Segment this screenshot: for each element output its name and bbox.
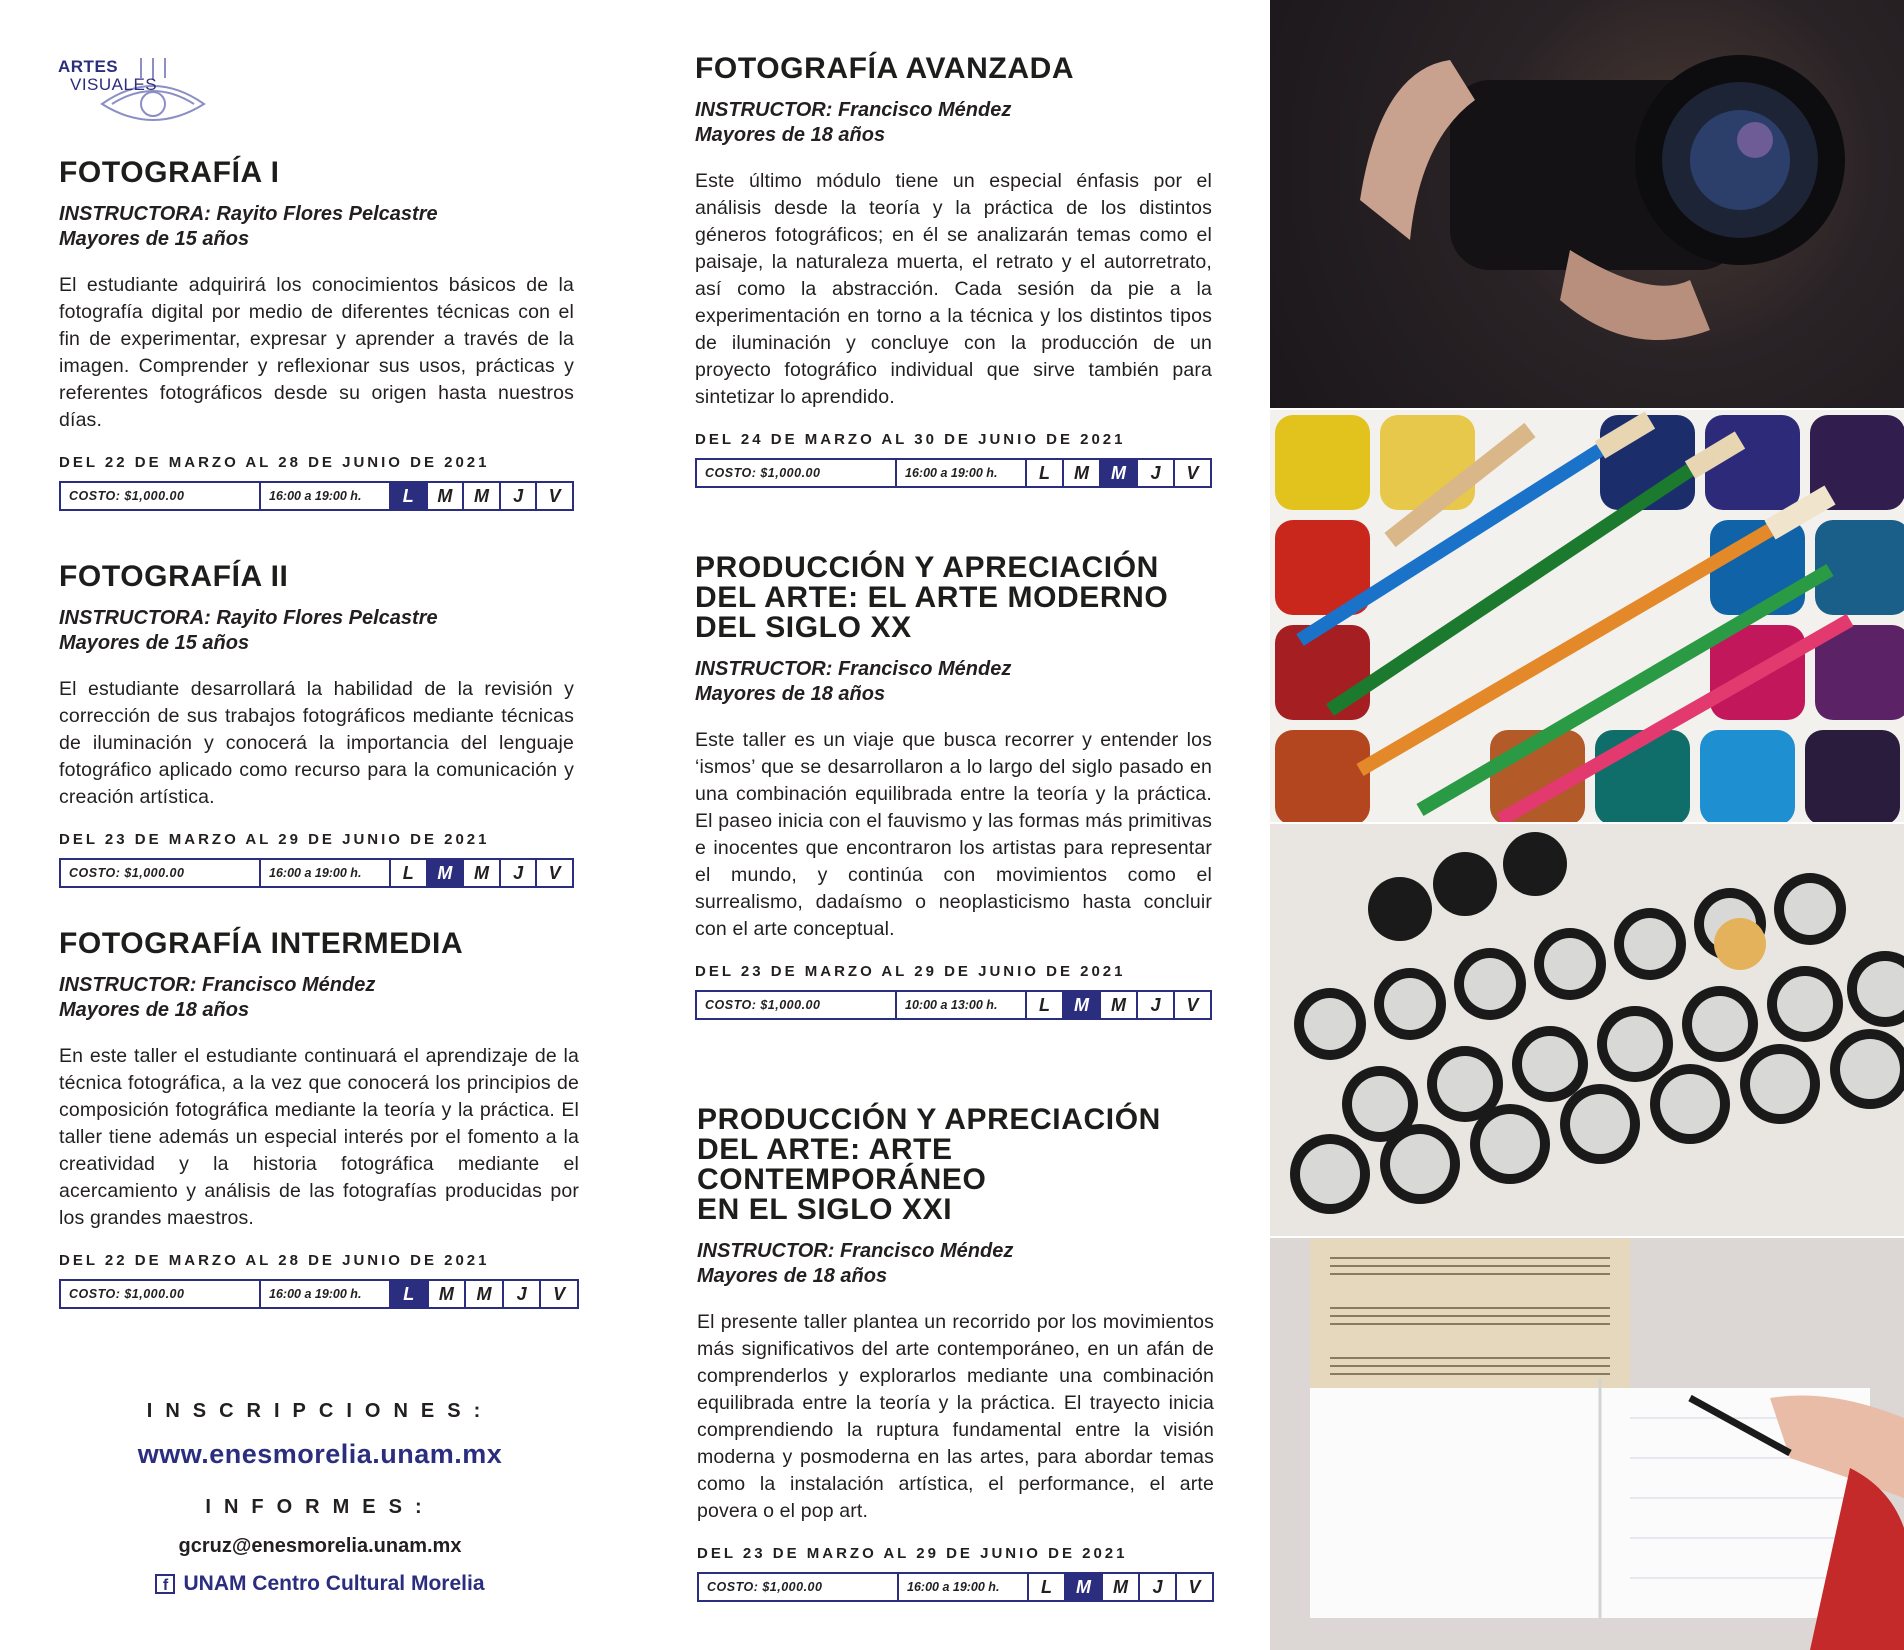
course-arte-moderno — [695, 553, 1212, 1020]
course-dates: DEL 23 DE MARZO AL 29 DE JUNIO DE 2021 — [697, 1545, 1128, 1562]
course-arte-contemporaneo — [697, 1105, 1214, 1602]
website-link[interactable]: www.enesmorelia.unam.mx — [137, 1439, 503, 1469]
facebook-label: UNAM Centro Cultural Morelia — [183, 1572, 485, 1595]
day-3-cell: J — [1138, 992, 1175, 1018]
age-label: Mayores de 15 años — [59, 228, 250, 250]
day-2-cell: M — [1103, 1574, 1140, 1600]
day-4-cell: V — [1186, 462, 1199, 483]
informes-label: INFORMES: — [205, 1496, 435, 1518]
course-meta — [59, 606, 574, 656]
schedule-table — [59, 1279, 579, 1309]
course-fotografia-1 — [59, 158, 574, 511]
facebook-icon: f — [155, 1574, 175, 1594]
paintbrushes-photo — [1270, 410, 1904, 822]
contact-section — [60, 1400, 580, 1596]
day-4-cell: V — [553, 1283, 566, 1304]
day-4-cell: V — [548, 862, 561, 883]
day-3-cell: J — [501, 483, 538, 509]
course-fotografia-2 — [59, 562, 574, 888]
hours-cell: 16:00 a 19:00 h. — [897, 460, 1027, 486]
cost-cell: COSTO: $1,000.00 — [61, 860, 261, 886]
course-dates: DEL 23 DE MARZO AL 29 DE JUNIO DE 2021 — [695, 963, 1126, 980]
inscripciones-label: INSCRIPCIONES: — [146, 1400, 494, 1422]
day-2-cell: M — [466, 1281, 504, 1307]
email-link[interactable]: gcruz@enesmorelia.unam.mx — [178, 1535, 462, 1557]
age-label: Mayores de 18 años — [695, 683, 886, 705]
schedule-table — [695, 990, 1212, 1020]
cost-cell: COSTO: $1,000.00 — [699, 1574, 899, 1600]
day-1-cell: M — [1064, 992, 1101, 1018]
instructor-label: INSTRUCTOR: Francisco Méndez — [59, 974, 376, 996]
day-3-cell: J — [501, 860, 538, 886]
course-meta — [695, 98, 1212, 148]
instructor-label: INSTRUCTORA: Rayito Flores Pelcastre — [59, 203, 438, 225]
day-1-cell: M — [428, 483, 465, 509]
instructor-label: INSTRUCTOR: Francisco Méndez — [697, 1240, 1014, 1262]
day-4-cell: V — [1188, 1576, 1201, 1597]
course-meta — [697, 1239, 1214, 1289]
course-title: PRODUCCIÓN Y APRECIACIÓN DEL ARTE: EL ARTE MODERNO DEL SIGLO XX — [695, 551, 1169, 644]
typewriter-photo — [1270, 824, 1904, 1236]
day-0-cell: L — [1027, 460, 1064, 486]
day-2-cell: M — [464, 483, 501, 509]
course-dates: DEL 23 DE MARZO AL 29 DE JUNIO DE 2021 — [59, 831, 490, 848]
cost-cell: COSTO: $1,000.00 — [61, 1281, 261, 1307]
day-4-cell: V — [548, 485, 561, 506]
hours-cell: 16:00 a 19:00 h. — [261, 483, 391, 509]
age-label: Mayores de 15 años — [59, 632, 250, 654]
day-4-cell: V — [1186, 994, 1199, 1015]
course-title: FOTOGRAFÍA I — [59, 156, 280, 189]
day-2-cell: M — [1101, 992, 1138, 1018]
course-fotografia-intermedia — [59, 929, 579, 1309]
schedule-table — [697, 1572, 1214, 1602]
facebook-link[interactable] — [60, 1572, 580, 1596]
day-1-cell: M — [1064, 460, 1101, 486]
course-fotografia-avanzada — [695, 54, 1212, 488]
course-description: En este taller el estudiante continuará el aprendizaje de la técnica fotográfica, a la vez que conocerá los principios de composición fotográfica mediante la teoría y la práctica. El taller tiene además un especial interés por el fomento a la creatividad y la historia fotográfica mediante el acercamiento y análisis de las fotografías producidas por los grandes maestros. — [59, 1045, 579, 1229]
course-title: FOTOGRAFÍA INTERMEDIA — [59, 927, 464, 960]
age-label: Mayores de 18 años — [59, 999, 250, 1021]
age-label: Mayores de 18 años — [697, 1265, 888, 1287]
day-1-cell: M — [429, 1281, 467, 1307]
day-0-cell: L — [391, 860, 428, 886]
course-description: El presente taller plantea un recorrido por los movimientos más significativos del arte contemporáneo, en un afán de comprenderlos y explorarlos mediante una combinación equilibrada entre la teoría y la práctica. El trayecto inicia comprendiendo la ruptura fundamental entre la visión moderna y posmoderna en las artes, para abordar temas como la instalación artística, el performance, el arte povera o el pop art. — [697, 1311, 1214, 1522]
day-3-cell: J — [504, 1281, 542, 1307]
course-dates: DEL 22 DE MARZO AL 28 DE JUNIO DE 2021 — [59, 1252, 490, 1269]
course-title: FOTOGRAFÍA II — [59, 560, 289, 593]
camera-photo — [1270, 0, 1904, 408]
day-1-cell: M — [428, 860, 465, 886]
instructor-label: INSTRUCTOR: Francisco Méndez — [695, 99, 1012, 121]
course-dates: DEL 22 DE MARZO AL 28 DE JUNIO DE 2021 — [59, 454, 490, 471]
hours-cell: 10:00 a 13:00 h. — [897, 992, 1027, 1018]
course-meta — [695, 657, 1212, 707]
hours-cell: 16:00 a 19:00 h. — [261, 1281, 391, 1307]
day-0-cell: L — [1027, 992, 1064, 1018]
day-2-cell: M — [464, 860, 501, 886]
course-dates: DEL 24 DE MARZO AL 30 DE JUNIO DE 2021 — [695, 431, 1126, 448]
logo-line-2: VISUALES — [70, 75, 158, 94]
logo-line-1: ARTES — [58, 57, 119, 76]
course-description: El estudiante adquirirá los conocimientos básicos de la fotografía digital por medio de diferentes técnicas con el fin de experimentar, expresar y aprender a través de la imagen. Comprender y reflexionar sus usos, prácticas y referentes fotográficos desde su origen hasta nuestros días. — [59, 274, 574, 431]
instructor-label: INSTRUCTOR: Francisco Méndez — [695, 658, 1012, 680]
course-title: PRODUCCIÓN Y APRECIACIÓN DEL ARTE: ARTE CONTEMPORÁNEO EN EL SIGLO XXI — [697, 1103, 1161, 1226]
hours-cell: 16:00 a 19:00 h. — [261, 860, 391, 886]
course-title: FOTOGRAFÍA AVANZADA — [695, 52, 1075, 85]
course-description: Este taller es un viaje que busca recorrer y entender los ‘ismos’ que se desarrollaron a lo largo del siglo pasado en una combinación equilibrada entre la teoría y la práctica. El paseo inicia con el fauvismo y las formas más primitivas e inocentes que encontraron los artistas para representar el mundo, y continúa con movimientos como el surrealismo, dadaísmo o neoplasticismo hasta concluir con el arte conceptual. — [695, 729, 1212, 940]
sheet-music-photo — [1270, 1238, 1904, 1650]
cost-cell: COSTO: $1,000.00 — [61, 483, 261, 509]
day-0-cell: L — [391, 483, 428, 509]
day-0-cell: L — [1029, 1574, 1066, 1600]
schedule-table — [59, 858, 574, 888]
schedule-table — [695, 458, 1212, 488]
course-description: El estudiante desarrollará la habilidad de la revisión y corrección de sus trabajos fotográficos mediante técnicas de iluminación y conocerá la importancia del lenguaje fotográfico aplicado como recurso para la comunicación y creación artística. — [59, 678, 574, 808]
course-meta — [59, 202, 574, 252]
day-3-cell: J — [1140, 1574, 1177, 1600]
hours-cell: 16:00 a 19:00 h. — [899, 1574, 1029, 1600]
cost-cell: COSTO: $1,000.00 — [697, 992, 897, 1018]
course-description: Este último módulo tiene un especial énfasis por el análisis desde la teoría y la práctica de los distintos géneros fotográficos; en él se analizarán temas como el paisaje, la naturaleza muerta, el retrato y el autorretrato, así como la abstracción. Cada sesión da pie a la experimentación en torno a la técnica y los distintos tipos de iluminación y concluye con la producción de un proyecto fotográfico individual que sirve también para sintetizar lo aprendido. — [695, 170, 1212, 408]
day-2-cell: M — [1101, 460, 1138, 486]
cost-cell: COSTO: $1,000.00 — [697, 460, 897, 486]
day-0-cell: L — [391, 1281, 429, 1307]
day-1-cell: M — [1066, 1574, 1103, 1600]
course-meta — [59, 973, 579, 1023]
day-3-cell: J — [1138, 460, 1175, 486]
artes-visuales-logo — [58, 58, 198, 128]
schedule-table — [59, 481, 574, 511]
instructor-label: INSTRUCTORA: Rayito Flores Pelcastre — [59, 607, 438, 629]
age-label: Mayores de 18 años — [695, 124, 886, 146]
